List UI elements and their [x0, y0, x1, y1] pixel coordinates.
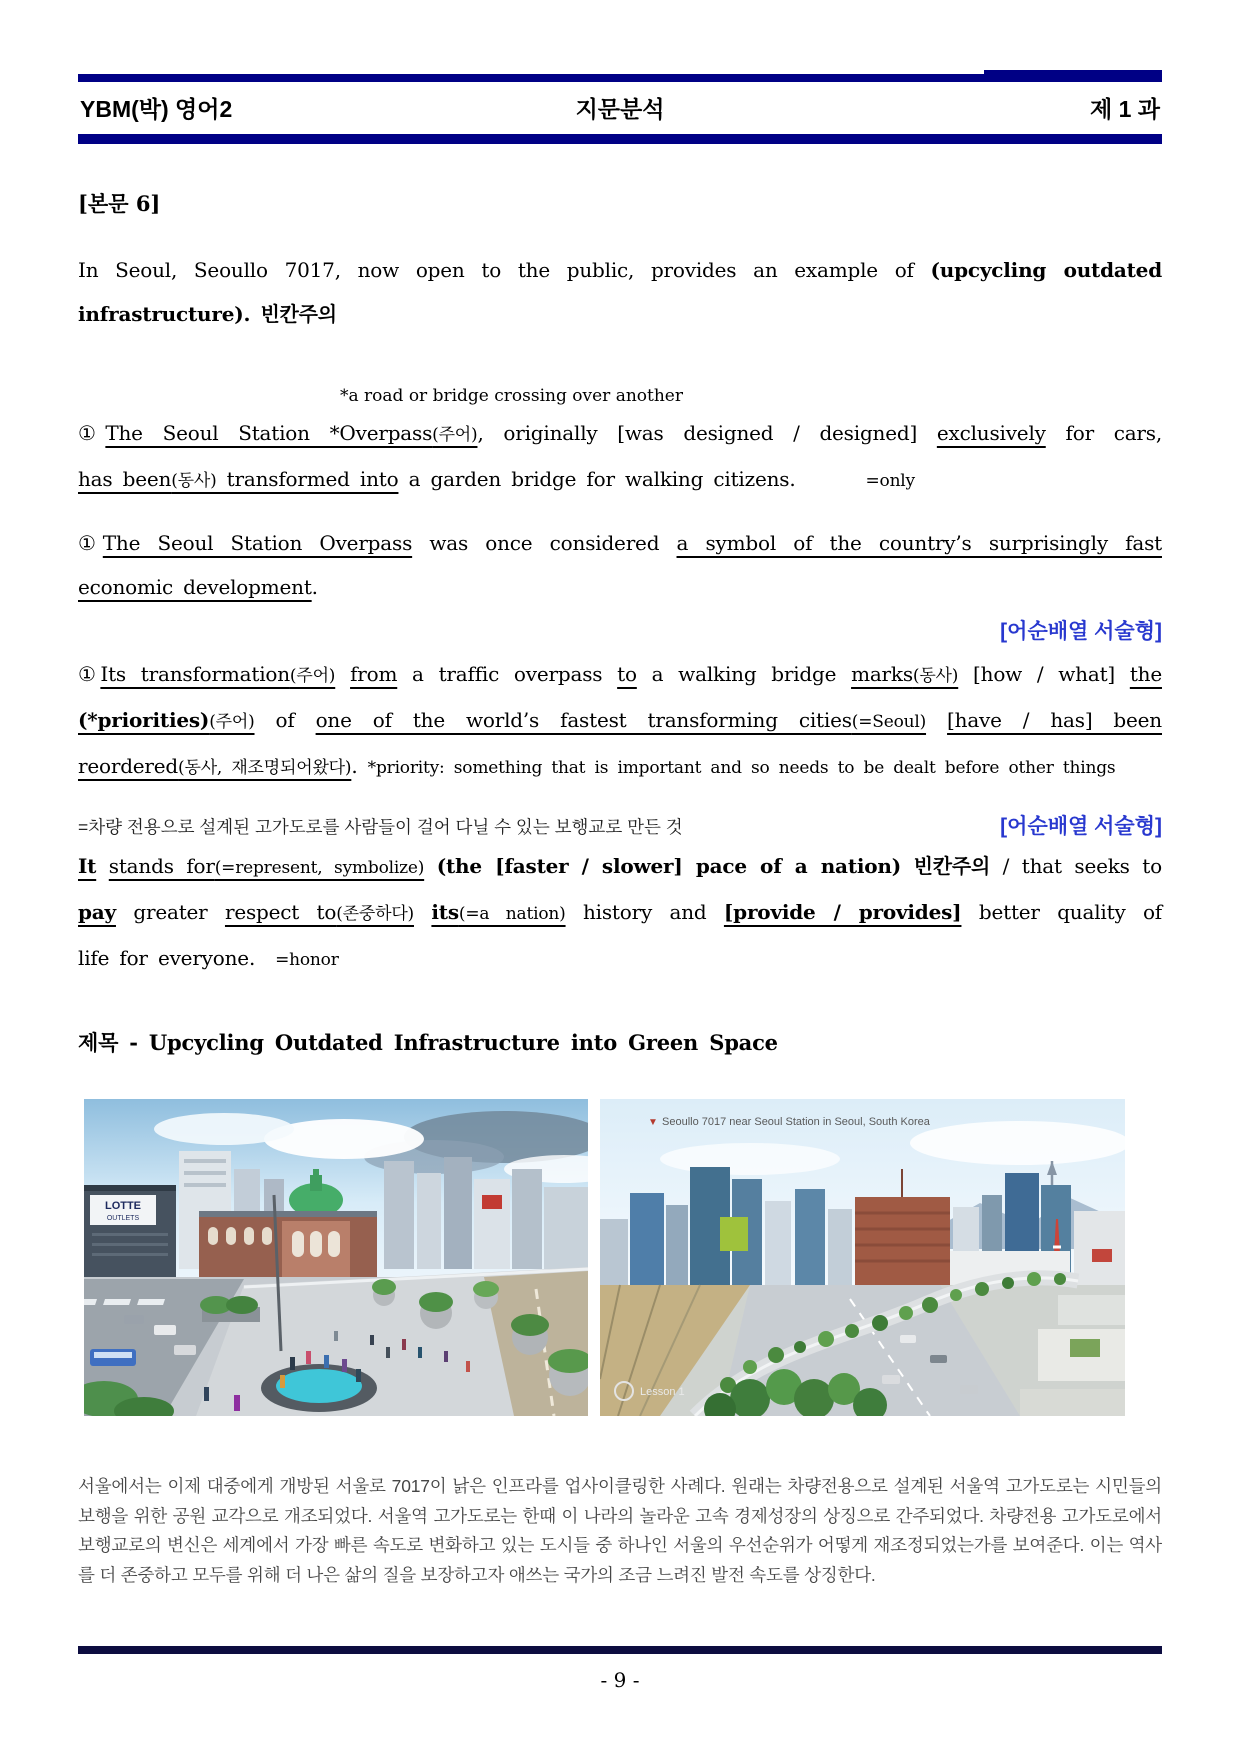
- text-segment: marks: [851, 662, 913, 686]
- passage-number-label: [본문 6]: [78, 191, 161, 216]
- word-order-label-1: [어순배열 서술형]: [1000, 620, 1162, 643]
- text-segment: for cars,: [1045, 421, 1163, 445]
- text-segment: Upcycling Outdated Infrastructure into Green Space: [148, 1030, 778, 1055]
- text-segment: a walking bridge: [636, 662, 852, 686]
- text-segment: ①: [78, 531, 103, 555]
- text-segment: [how / what]: [958, 662, 1130, 686]
- korean-gloss-note: =차량 전용으로 설계된 고가도로를 사람들이 걸어 다닐 수 있는 보행교로 만든 것: [78, 817, 683, 837]
- text-segment: life for everyone.: [78, 946, 256, 970]
- text-segment: (upcycling outdated: [930, 258, 1162, 282]
- word-order-label-2: [어순배열 서술형]: [1000, 815, 1162, 838]
- sentence-2: [78, 521, 1162, 609]
- text-line: [78, 248, 1162, 292]
- korean-translation-paragraph: 서울에서는 이제 대중에게 개방된 서울로 7017이 낡은 인프라를 업사이클링한 사례다. 원래는 차량전용으로 설계된 서울역 고가도로는 시민들의 보행을 위한 공원 교각으로 개조되었다. 서울역 고가도로는 한때 이 나라의 놀라운 고속 경제성장의 상징으로 간주되었다. 차량전용 고가도로에서 보행교로의 변신은 세계에서 가장 빠른 속도로 변화하고 있는 도시들 중 하나인 서울의 우선순위가 어떻게 재조정되었는가를 보여준다. 이는 역사를 더 존중하고 모두를 위해 더 나은 삶의 질을 보장하고자 애쓰는 국가의 조금 느려진 발전 속도를 상징한다.: [78, 1476, 1162, 1585]
- text-segment: 빈칸주의: [260, 304, 337, 326]
- header-bar-right-segment: [984, 70, 1162, 78]
- text-segment: [250, 302, 260, 326]
- text-segment: a traffic overpass: [397, 662, 618, 686]
- text-segment: [926, 708, 947, 732]
- text-segment: reordered: [78, 754, 179, 778]
- right-photo-seoullo-panorama: [600, 1099, 1125, 1416]
- text-line: [78, 698, 1162, 744]
- text-segment: , originally [was designed / designed]: [477, 421, 937, 445]
- header-book-title: YBM(박) 영어2: [80, 96, 233, 122]
- text-segment: 빈칸주의: [913, 856, 991, 878]
- text-segment: its: [431, 900, 459, 924]
- text-line: [78, 1028, 1162, 1059]
- lotte-outlets-building: [84, 1185, 176, 1281]
- text-segment: [provide / provides]: [723, 900, 962, 924]
- text-segment: ①: [78, 421, 106, 445]
- text-segment: Its transformation: [100, 662, 290, 686]
- page-number: - 9 -: [600, 1668, 640, 1692]
- text-segment: history and: [565, 900, 724, 924]
- text-segment: stands for: [108, 854, 215, 878]
- right-photo-ground: [600, 1272, 1125, 1416]
- text-segment: [901, 854, 914, 878]
- text-segment: / that seeks to: [990, 854, 1162, 878]
- photo-row: [84, 1099, 1162, 1416]
- text-segment: (the [faster / slower] pace of a nation): [436, 854, 901, 878]
- text-segment: exclusively: [936, 421, 1046, 445]
- text-segment: (존중하다): [336, 904, 414, 924]
- sentence-1: [78, 411, 1162, 503]
- text-segment: a symbol of the country’s surprisingly fast: [676, 531, 1162, 555]
- text-segment: [96, 854, 109, 878]
- text-segment: respect to: [224, 900, 337, 924]
- text-segment: (=Seoul): [851, 712, 927, 732]
- text-segment: *priority: something that is important and so needs to be dealt before other things: [367, 758, 1116, 778]
- text-segment: It: [78, 854, 97, 878]
- text-segment: transformed into: [216, 467, 399, 491]
- text-segment: has been: [78, 467, 172, 491]
- text-segment: The Seoul Station Overpass: [102, 531, 413, 555]
- header-section-title: 지문분석: [575, 96, 665, 122]
- header-bar-bottom: [78, 134, 1162, 144]
- text-segment: .: [311, 575, 318, 599]
- text-segment: (주어): [289, 666, 336, 686]
- text-line: [78, 890, 1162, 936]
- footer-bar: [78, 1646, 1162, 1654]
- photo-caption: [648, 1116, 931, 1128]
- korean-note-row: [78, 812, 1162, 842]
- text-segment: from: [350, 662, 398, 686]
- passage-title-line: [78, 1028, 1162, 1059]
- lotte-sign-text: LOTTE: [104, 1200, 142, 1212]
- page-header: [78, 83, 1162, 134]
- question-type-label-row-1: [78, 617, 1162, 648]
- text-segment: infrastructure).: [78, 302, 251, 326]
- sentence-3: [78, 652, 1162, 790]
- text-segment: =honor: [275, 950, 339, 970]
- text-line: [78, 521, 1162, 565]
- text-segment: one of the world’s fastest transforming cities: [315, 708, 852, 732]
- text-line: [78, 565, 1162, 609]
- sentence-4: [78, 844, 1162, 982]
- header-top-bars: [78, 70, 1162, 83]
- text-segment: .: [351, 754, 368, 778]
- text-segment: -: [118, 1030, 149, 1055]
- text-segment: was once considered: [412, 531, 677, 555]
- text-segment: (동사): [171, 471, 217, 491]
- text-line: [78, 936, 1162, 982]
- text-segment: [424, 854, 437, 878]
- text-segment: (동사): [912, 666, 959, 686]
- text-segment: a garden bridge for walking citizens.: [398, 467, 796, 491]
- text-segment: [have / has] been: [947, 708, 1162, 732]
- text-segment: (=a nation): [458, 904, 566, 924]
- text-segment: greater: [115, 900, 225, 924]
- text-segment: of: [254, 708, 316, 732]
- text-segment: (동사, 재조명되어왔다): [178, 758, 352, 778]
- text-segment: (주어): [209, 712, 255, 732]
- text-segment: =only: [865, 471, 915, 491]
- text-line: [78, 411, 1162, 457]
- caption-marker-icon: ▼: [648, 1117, 658, 1128]
- text-segment: In Seoul, Seoullo 7017, now open to the public, provides an example of: [78, 258, 931, 282]
- text-segment: (주어): [432, 425, 478, 445]
- text-line: [78, 652, 1162, 698]
- text-line: [78, 844, 1162, 890]
- left-photo-seoullo-walkway: [84, 1099, 588, 1416]
- text-segment: pay: [78, 900, 116, 924]
- text-segment: (=represent, symbolize): [214, 858, 425, 878]
- watermark-text: Lesson 1: [640, 1386, 685, 1398]
- caption-text: Seoullo 7017 near Seoul Station in Seoul, South Korea: [662, 1116, 930, 1128]
- outlets-sign-text: OUTLETS: [106, 1215, 140, 1222]
- text-line: [78, 457, 1162, 503]
- text-segment: economic development: [78, 575, 312, 599]
- intro-paragraph: [78, 248, 1162, 337]
- header-chapter: 제 1 과: [1089, 96, 1160, 122]
- text-segment: (*priorities): [78, 708, 210, 732]
- text-segment: the: [1129, 662, 1162, 686]
- text-segment: 제목: [78, 1032, 119, 1055]
- text-segment: to: [617, 662, 637, 686]
- text-line: [78, 744, 1162, 790]
- text-segment: [414, 900, 431, 924]
- text-segment: ①: [78, 662, 101, 686]
- text-line: [78, 292, 1162, 337]
- overpass-definition-note: *a road or bridge crossing over another: [340, 386, 683, 406]
- text-segment: [335, 662, 350, 686]
- text-segment: The Seoul Station *Overpass: [105, 421, 433, 445]
- text-segment: better quality of: [961, 900, 1163, 924]
